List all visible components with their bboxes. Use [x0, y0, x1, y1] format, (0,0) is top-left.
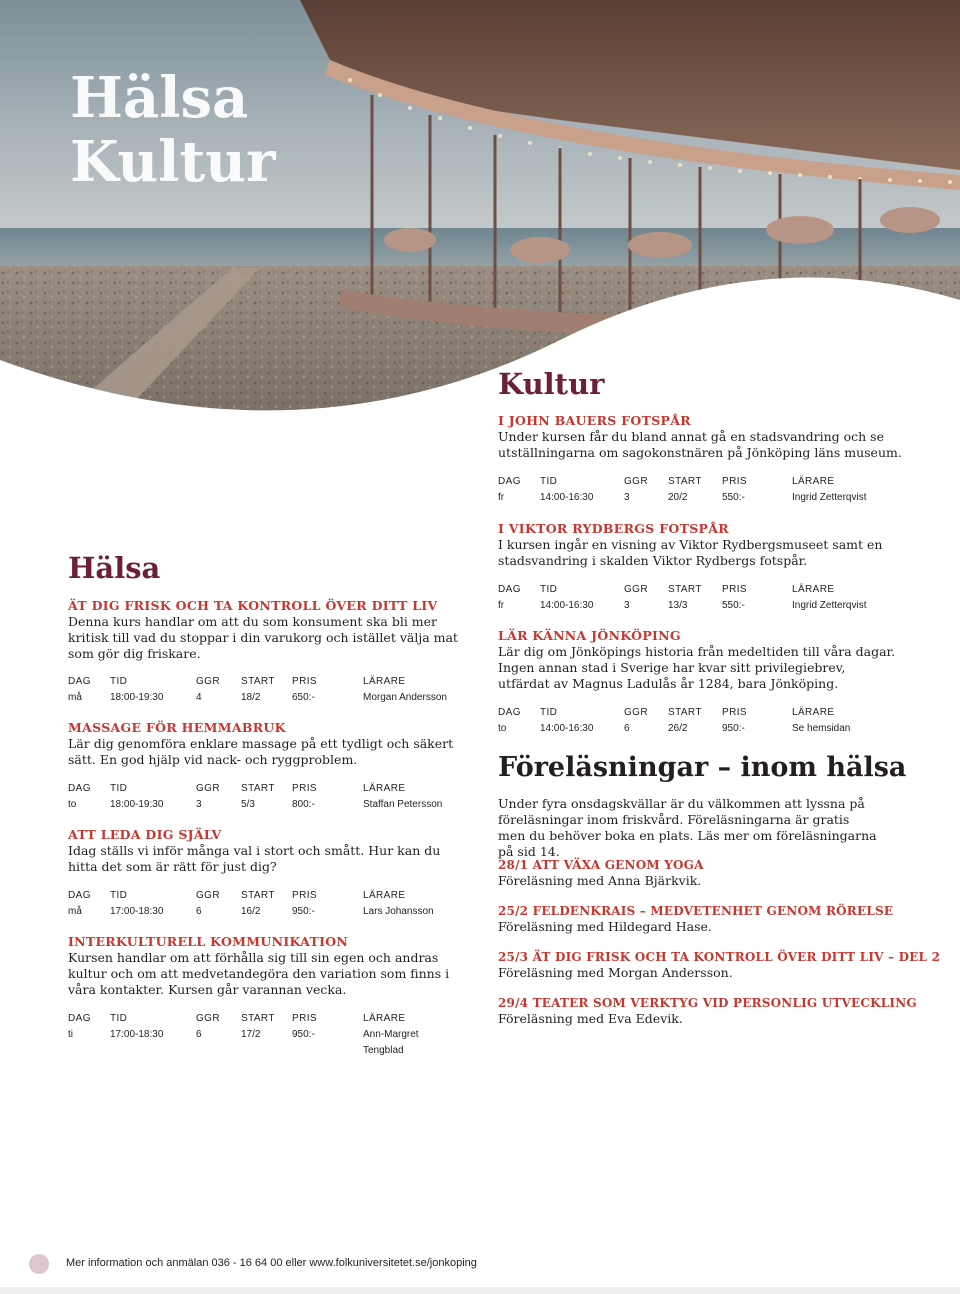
header-tid: TID: [110, 676, 128, 687]
course-title: ATT LEDA DIG SJÄLV: [68, 827, 222, 842]
cell-pris: 800:-: [292, 799, 315, 810]
cell-tid: 14:00-16:30: [540, 600, 594, 611]
course-att-leda-dig-sjalv: [68, 827, 463, 875]
course-description: Under kursen får du bland annat gå en stadsvandring och se utställningarna om sagokonstnären på Jönköping läns museum.: [498, 429, 902, 460]
cell-tid: 14:00-16:30: [540, 723, 594, 734]
lecture-title: 28/1 ATT VÄXA GENOM YOGA: [498, 858, 704, 872]
header-start: START: [668, 584, 702, 595]
course-interkulturell-kommunikation: [68, 934, 468, 998]
header-start: START: [241, 890, 275, 901]
cell-start: 18/2: [241, 692, 261, 703]
cell-larare: Ann-Margret Tengblad: [363, 1029, 419, 1056]
cell-dag: må: [68, 906, 82, 917]
cell-ggr: 6: [196, 906, 202, 917]
schedule-table: [498, 705, 918, 739]
forelasningar-intro: Under fyra onsdagskvällar är du välkommen att lyssna på föreläsningar inom friskvård. Föreläsningarna är gratis men du behöver boka en plats. Läs mer om föreläsningarna på sid 14.: [498, 796, 877, 859]
cell-start: 16/2: [241, 906, 261, 917]
course-title: MASSAGE FÖR HEMMABRUK: [68, 720, 286, 735]
cell-ggr: 3: [196, 799, 202, 810]
course-at-dig-frisk: [68, 598, 463, 662]
header-larare: LÄRARE: [792, 707, 835, 718]
course-john-bauer: [498, 413, 908, 461]
cell-larare: Lars Johansson: [363, 906, 434, 917]
cell-tid: 14:00-16:30: [540, 492, 594, 503]
header-start: START: [241, 783, 275, 794]
section-title-halsa: Hälsa: [68, 551, 161, 585]
cell-dag: to: [498, 723, 507, 734]
cell-dag: ti: [68, 1029, 73, 1040]
course-title: I VIKTOR RYDBERGS FOTSPÅR: [498, 521, 729, 536]
cell-ggr: 3: [624, 492, 630, 503]
header-larare: LÄRARE: [363, 890, 406, 901]
header-pris: PRIS: [292, 1013, 317, 1024]
lecture-title: 25/2 FELDENKRAIS – MEDVETENHET GENOM RÖRELSE: [498, 904, 894, 918]
cell-larare: Morgan Andersson: [363, 692, 447, 703]
hero-title-halsa: Hälsa: [70, 65, 249, 131]
page-number-dot: [29, 1254, 49, 1274]
schedule-table: [68, 1011, 468, 1061]
header-ggr: GGR: [624, 476, 648, 487]
course-description: Lär dig om Jönköpings historia från medeltiden till våra dagar. Ingen annan stad i Sverige har kvar sitt privilegiebrev, utfärdat av Magnus Ladulås år 1284, bara Jönköping.: [498, 644, 896, 691]
schedule-table: [498, 582, 918, 616]
header-larare: LÄRARE: [363, 1013, 406, 1024]
cell-pris: 950:-: [292, 906, 315, 917]
cell-start: 26/2: [668, 723, 688, 734]
cell-dag: fr: [498, 600, 505, 611]
lecture-item: [498, 903, 928, 935]
course-title: INTERKULTURELL KOMMUNIKATION: [68, 934, 349, 949]
header-pris: PRIS: [292, 890, 317, 901]
header-start: START: [241, 676, 275, 687]
course-description: Kursen handlar om att förhålla sig till sin egen och andras kultur och om att medvetandegöra den variation som finns i våra kontakter. Kursen går varannan vecka.: [68, 950, 450, 997]
cell-pris: 950:-: [292, 1029, 315, 1040]
schedule-table: [68, 888, 468, 922]
schedule-table: [498, 474, 918, 508]
header-pris: PRIS: [722, 476, 747, 487]
header-dag: DAG: [498, 476, 521, 487]
course-description: I kursen ingår en visning av Viktor Rydbergsmuseet samt en stadsvandring i skalden Viktor Rydbergs fotspår.: [498, 537, 883, 568]
header-dag: DAG: [498, 584, 521, 595]
lecture-description: Föreläsning med Anna Bjärkvik.: [498, 873, 702, 888]
header-ggr: GGR: [196, 1013, 220, 1024]
hero-title-kultur: Kultur: [70, 129, 276, 195]
header-pris: PRIS: [722, 584, 747, 595]
cell-ggr: 4: [196, 692, 202, 703]
header-larare: LÄRARE: [363, 676, 406, 687]
cell-larare: Se hemsidan: [792, 723, 851, 734]
lecture-title: 25/3 ÄT DIG FRISK OCH TA KONTROLL ÖVER DITT LIV – DEL 2: [498, 950, 941, 964]
cell-larare: Ingrid Zetterqvist: [792, 492, 867, 503]
header-tid: TID: [110, 890, 128, 901]
course-viktor-rydberg: [498, 521, 898, 569]
section-title-kultur: Kultur: [498, 367, 605, 401]
header-dag: DAG: [68, 1013, 91, 1024]
cell-pris: 550:-: [722, 600, 745, 611]
cell-pris: 550:-: [722, 492, 745, 503]
course-lar-kanna-jonkoping: [498, 628, 898, 692]
header-tid: TID: [110, 783, 128, 794]
header-pris: PRIS: [292, 676, 317, 687]
header-pris: PRIS: [722, 707, 747, 718]
cell-pris: 650:-: [292, 692, 315, 703]
course-description: Lär dig genomföra enklare massage på ett tydligt och säkert sätt. En god hjälp vid nack- och ryggproblem.: [68, 736, 454, 767]
course-title: ÄT DIG FRISK OCH TA KONTROLL ÖVER DITT LIV: [68, 598, 438, 613]
cell-ggr: 6: [196, 1029, 202, 1040]
course-title: I JOHN BAUERS FOTSPÅR: [498, 413, 691, 428]
footer-contact: Mer information och anmälan 036 - 16 64 00 eller www.folkuniversitetet.se/jonkoping: [66, 1257, 477, 1269]
cell-ggr: 3: [624, 600, 630, 611]
header-tid: TID: [540, 584, 558, 595]
header-larare: LÄRARE: [792, 584, 835, 595]
cell-tid: 17:00-18:30: [110, 1029, 164, 1040]
header-dag: DAG: [68, 890, 91, 901]
header-dag: DAG: [68, 783, 91, 794]
lecture-item: [498, 949, 941, 981]
header-ggr: GGR: [196, 783, 220, 794]
cell-tid: 18:00-19:30: [110, 692, 164, 703]
header-start: START: [241, 1013, 275, 1024]
cell-tid: 18:00-19:30: [110, 799, 164, 810]
lecture-item: [498, 857, 918, 889]
header-tid: TID: [110, 1013, 128, 1024]
lecture-description: Föreläsning med Eva Edevik.: [498, 1011, 683, 1026]
cell-dag: to: [68, 799, 77, 810]
cell-start: 20/2: [668, 492, 688, 503]
cell-start: 17/2: [241, 1029, 261, 1040]
cell-dag: fr: [498, 492, 505, 503]
header-dag: DAG: [498, 707, 521, 718]
header-tid: TID: [540, 476, 558, 487]
section-title-forelasningar: Föreläsningar – inom hälsa: [498, 752, 907, 783]
lecture-description: Föreläsning med Hildegard Hase.: [498, 919, 712, 934]
header-ggr: GGR: [624, 707, 648, 718]
header-start: START: [668, 476, 702, 487]
lecture-description: Föreläsning med Morgan Andersson.: [498, 965, 733, 980]
header-ggr: GGR: [624, 584, 648, 595]
cell-tid: 17:00-18:30: [110, 906, 164, 917]
course-massage: [68, 720, 463, 768]
schedule-table: [68, 674, 468, 708]
course-description: Denna kurs handlar om att du som konsument ska bli mer kritisk till vad du stoppar i din varukorg och istället välja mat som gör dig friskare.: [68, 614, 458, 661]
header-larare: LÄRARE: [363, 783, 406, 794]
cell-pris: 950:-: [722, 723, 745, 734]
header-start: START: [668, 707, 702, 718]
cell-larare: Staffan Petersson: [363, 799, 443, 810]
hero-photo: [0, 0, 960, 470]
schedule-table: [68, 781, 468, 815]
course-description: Idag ställs vi inför många val i stort och smått. Hur kan du hitta det som är rätt för just dig?: [68, 843, 441, 874]
cell-dag: må: [68, 692, 82, 703]
footer-bar: [0, 1287, 960, 1294]
course-title: LÄR KÄNNA JÖNKÖPING: [498, 628, 681, 643]
header-pris: PRIS: [292, 783, 317, 794]
cell-start: 13/3: [668, 600, 688, 611]
lecture-title: 29/4 TEATER SOM VERKTYG VID PERSONLIG UTVECKLING: [498, 996, 917, 1010]
lecture-item: [498, 995, 938, 1027]
header-larare: LÄRARE: [792, 476, 835, 487]
header-tid: TID: [540, 707, 558, 718]
header-ggr: GGR: [196, 676, 220, 687]
header-dag: DAG: [68, 676, 91, 687]
cell-ggr: 6: [624, 723, 630, 734]
cell-start: 5/3: [241, 799, 255, 810]
cell-larare: Ingrid Zetterqvist: [792, 600, 867, 611]
header-ggr: GGR: [196, 890, 220, 901]
